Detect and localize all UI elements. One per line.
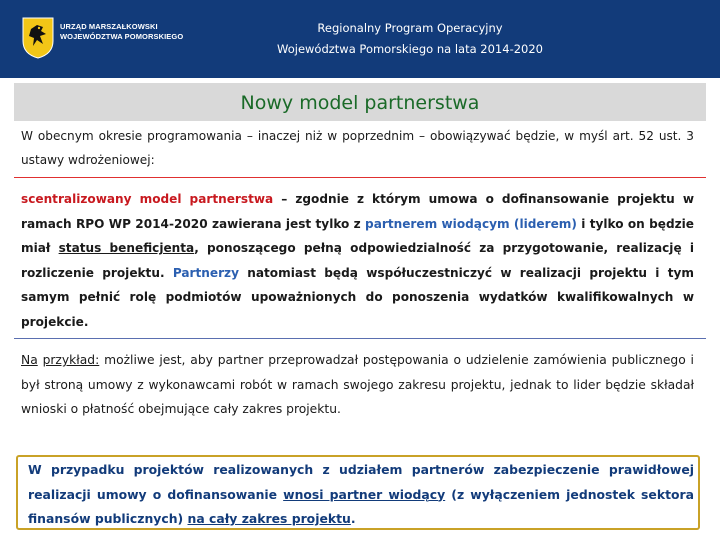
model-text-2: i tylko on będzie miał	[21, 216, 694, 256]
coat-of-arms-icon	[22, 17, 54, 59]
example-paragraph	[21, 348, 694, 422]
term-lead-partner: partnerem wiodącym (liderem)	[365, 216, 577, 231]
model-paragraph	[21, 187, 694, 335]
title-banner	[14, 83, 706, 121]
header-bar	[0, 0, 720, 78]
term-centralized-model: scentralizowany model partnerstwa	[21, 192, 274, 206]
term-beneficiary-status: status beneficjenta	[58, 241, 195, 256]
model-text-1: – zgodnie z którym umowa o dofinansowanie projektu w ramach RPO WP 2014-2020 zawierana jest tylko z	[21, 192, 694, 231]
security-text-1: W przypadku projektów realizowanych z udziałem partnerów zabezpieczenie prawidłowej realizacji umowy o dofinansowanie	[28, 462, 694, 502]
program-title-line-2: Województwa Pomorskiego na lata 2014-2020	[277, 42, 543, 56]
logo-line-1: URZĄD MARSZAŁKOWSKI	[60, 22, 158, 31]
example-label-2: przykład:	[42, 353, 100, 367]
divider-blue	[14, 338, 706, 339]
model-text-3: , ponoszącego pełną odpowiedzialność za przygotowanie, realizację i rozliczenie projektu.	[21, 241, 694, 280]
term-lead-partner-contributes: wnosi partner wiodący	[283, 486, 446, 502]
model-text-4: natomiast będą współuczestniczyć w realizacji projektu i tym samym pełnić rolę podmiotów upoważnionych do ponoszenia wydatków kwalifikowalnych w projekcie.	[21, 265, 694, 329]
security-text-3: .	[350, 511, 356, 526]
intro-paragraph: W obecnym okresie programowania – inaczej niż w poprzednim – obowiązywać będzie, w myśl art. 52 ust. 3 ustawy wdrożeniowej:	[21, 129, 694, 167]
example-label-1: Na	[21, 353, 38, 367]
logo-text	[60, 22, 183, 42]
program-title	[250, 18, 570, 60]
slide-title: Nowy model partnerstwa	[240, 92, 480, 114]
logo-line-2: WOJEWÓDZTWA POMORSKIEGO	[60, 32, 184, 41]
term-full-scope: na cały zakres projektu	[187, 511, 351, 526]
security-paragraph	[28, 458, 694, 532]
program-title-line-1: Regionalny Program Operacyjny	[317, 21, 503, 35]
example-text: możliwe jest, aby partner przeprowadzał postępowania o udzielenie zamówienia publicznego i był stroną umowy z wykonawcami robót w ramach swojego zakresu projektu, jednak to lider będzie składał wnioski o płatność obejmujące cały zakres projektu.	[21, 353, 694, 417]
divider-red	[14, 177, 706, 178]
term-partners: Partnerzy	[172, 265, 239, 280]
security-text-2: (z wyłączeniem jednostek sektora finansów publicznych)	[28, 486, 694, 526]
